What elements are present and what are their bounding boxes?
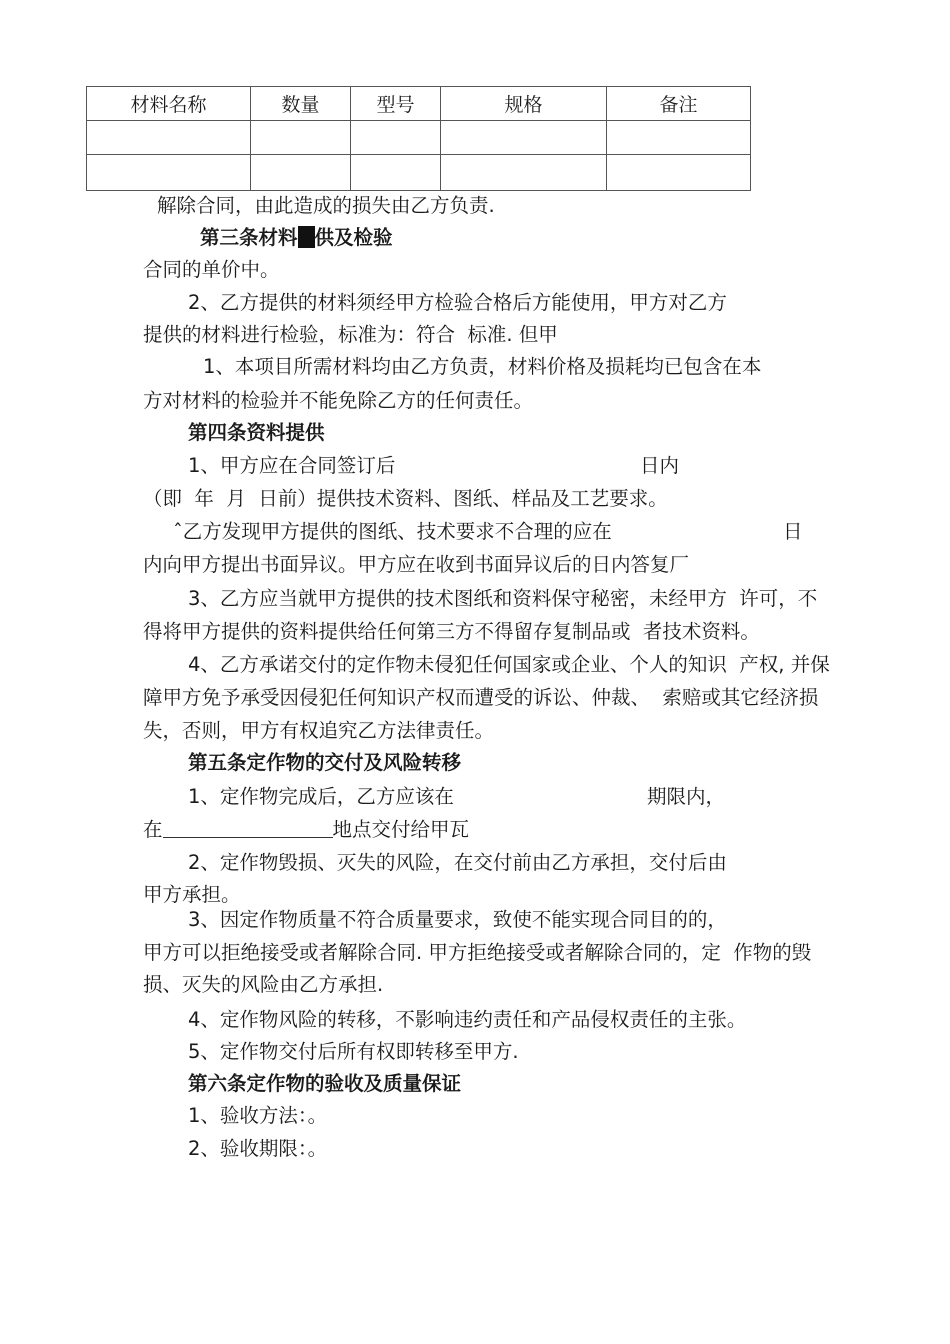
materials-table: [86, 86, 751, 191]
header-cell: 材料名称: [87, 87, 251, 121]
text-line: 日内: [640, 454, 680, 477]
text-line: ˆ乙方发现甲方提供的图纸、技术要求不合理的应在: [173, 520, 612, 543]
text-line: 期限内，: [647, 785, 726, 808]
section-heading-6: 第六条定作物的验收及质量保证: [188, 1072, 462, 1095]
text-line: 5、定作物交付后所有权即转移至甲方.: [188, 1040, 519, 1063]
text-line: 解除合同，由此造成的损失由乙方负责.: [157, 194, 495, 217]
section-heading-4: 第四条资料提供: [188, 421, 325, 444]
heading-part: 供及检验: [314, 226, 393, 249]
text-line: 损、灭失的风险由乙方承担.: [143, 973, 384, 996]
table-cell: [87, 121, 251, 155]
table-cell: [251, 155, 351, 191]
text-line: 3、乙方应当就甲方提供的技术图纸和资料保守秘密，未经甲方 许可，不: [188, 587, 818, 610]
section-heading-5: 第五条定作物的交付及风险转移: [188, 751, 462, 774]
blank-underline: [163, 819, 333, 838]
table-cell: [351, 155, 441, 191]
heading-part: 第三条材料: [200, 226, 298, 249]
text-line: 失，否则，甲方有权追究乙方法律责任。: [143, 719, 495, 742]
table-header-row: [87, 87, 751, 121]
text-line: 2、定作物毁损、灭失的风险，在交付前由乙方承担，交付后由: [188, 851, 727, 874]
text-line: 合同的单价中。: [143, 258, 280, 281]
text-part: 在: [143, 818, 163, 841]
text-line: 障甲方免予承受因侵犯任何知识产权而遭受的诉讼、仲裁、 索赔或其它经济损: [143, 686, 819, 709]
text-line: 得将甲方提供的资料提供给任何第三方不得留存复制品或 者技术资料。: [143, 620, 760, 643]
table-row: [87, 155, 751, 191]
text-part: 地点交付给甲瓦: [332, 818, 470, 841]
redaction-mark: [298, 226, 315, 248]
text-line: 提供的材料进行检验，标准为：符合 标准. 但甲: [143, 323, 558, 346]
section-heading-3: [200, 226, 393, 250]
text-line: 2、验收期限：。: [188, 1137, 328, 1160]
table-cell: [351, 121, 441, 155]
text-line: 方对材料的检验并不能免除乙方的任何责任。: [143, 389, 534, 412]
text-line: 1、验收方法：。: [188, 1104, 328, 1127]
text-line: 甲方可以拒绝接受或者解除合同. 甲方拒绝接受或者解除合同的，定 作物的毁: [143, 941, 812, 964]
text-line: 1、甲方应在合同签订后: [188, 454, 396, 477]
table-cell: [441, 121, 607, 155]
table-cell: [607, 121, 751, 155]
header-cell: 数量: [251, 87, 351, 121]
text-line: 日: [783, 520, 803, 543]
table-row: [87, 121, 751, 155]
header-cell: 规格: [441, 87, 607, 121]
text-line: 4、乙方承诺交付的定作物未侵犯任何国家或企业、个人的知识 产权, 并保: [188, 653, 830, 676]
header-cell: 型号: [351, 87, 441, 121]
table-cell: [441, 155, 607, 191]
header-cell: 备注: [607, 87, 751, 121]
table-cell: [251, 121, 351, 155]
text-line: 1、本项目所需材料均由乙方负责，材料价格及损耗均已包含在本: [203, 355, 762, 378]
text-line: 3、因定作物质量不符合质量要求，致使不能实现合同目的的，: [188, 908, 727, 931]
text-line: 4、定作物风险的转移，不影响违约责任和产品侵权责任的主张。: [188, 1008, 747, 1031]
text-line: [143, 818, 469, 842]
table-cell: [607, 155, 751, 191]
text-line: 1、定作物完成后，乙方应该在: [188, 785, 454, 808]
text-line: 2、乙方提供的材料须经甲方检验合格后方能使用，甲方对乙方: [188, 291, 727, 314]
text-line: （即 年 月 日前）提供技术资料、图纸、样品及工艺要求。: [143, 487, 668, 510]
table-cell: [87, 155, 251, 191]
text-line: 内向甲方提出书面异议。甲方应在收到书面异议后的日内答复厂: [143, 553, 690, 576]
text-line: 甲方承担。: [143, 883, 241, 906]
